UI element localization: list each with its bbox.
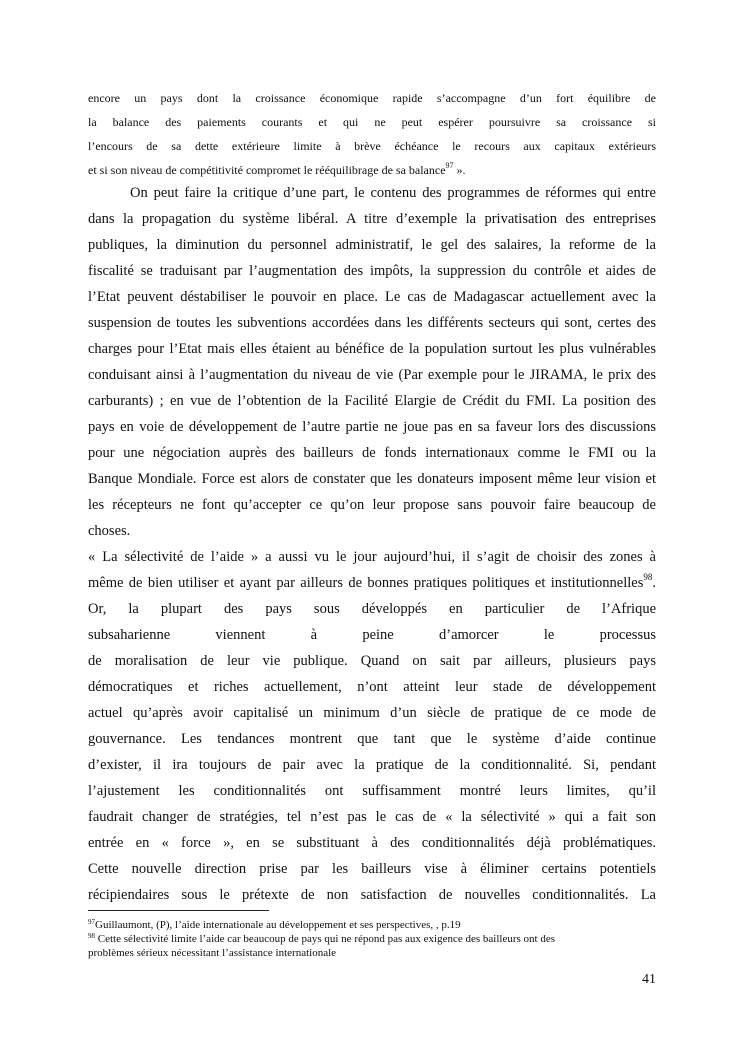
body-text [88,180,656,908]
paragraph-line: « La sélectivité de l’aide » a aussi vu le jour aujourd’hui, il s’agit de choisir des zones à [88,549,656,565]
footnote-97 [88,918,656,932]
paragraph-line: récipiendaires sous le prétexte de non satisfaction de nouvelles conditionnalités. La [88,887,656,903]
paragraph-line: faudrait changer de stratégies, tel n’est pas le cas de « la sélectivité » qui a fait son [88,809,656,825]
paragraph-line: subsaharienne viennent à peine d’amorcer le processus [88,627,656,643]
paragraph-line: d’exister, il ira toujours de pair avec la pratique de la conditionnalité. Si, pendant [88,757,656,773]
footnote-number: 98 [88,932,95,940]
footnote-ref-98[interactable]: 98 [643,572,653,582]
paragraph-line: dans la propagation du système libéral. A titre d’exemple la privatisation des entreprises [88,211,656,227]
footnote-number: 97 [88,918,95,926]
paragraph-line: choses. [88,523,131,539]
footnote-continuation: problèmes sérieux nécessitant l’assistance internationale [88,947,337,959]
footnote-text: Cette sélectivité limite l’aide car beaucoup de pays qui ne répond pas aux exigence des bailleurs ont des [95,933,556,945]
paragraph-line: entrée en « force », en se substituant à des conditionnalités déjà problématiques. [88,835,656,851]
page-number: 41 [642,972,656,987]
paragraph-line: l’ajustement les conditionnalités ont suffisamment montré leurs limites, qu’il [88,783,656,799]
paragraph-line: carburants) ; en vue de l’obtention de la Facilité Elargie de Crédit du FMI. La position des [88,393,656,409]
paragraph-line: l’Etat peuvent déstabiliser le pouvoir en place. Le cas de Madagascar actuellement avec la [88,289,656,305]
paragraph-line: Banque Mondiale. Force est alors de constater que les donateurs imposent même leur vision et [88,471,656,487]
quote-line: et si son niveau de compétitivité compromet le rééquilibrage de sa balance$^{97}$ ». [88,161,466,177]
quote-line: encore un pays dont la croissance économique rapide s’accompagne d’un fort équilibre de [88,91,656,105]
paragraph-line: Cette nouvelle direction prise par les bailleurs vise à éliminer certains potentiels [88,861,656,877]
paragraph-line: On peut faire la critique d’une part, le contenu des programmes de réformes qui entre [130,185,656,201]
paragraph-line: pays en voie de développement de l’autre partie ne joue pas en sa faveur lors des discussions [88,419,656,435]
paragraph-line: actuel qu’après avoir capitalisé un minimum d’un siècle de pratique de ce mode de [88,705,656,721]
quote-line: la balance des paiements courants et qui ne peut espérer poursuivre sa croissance si [88,115,656,129]
paragraph-line: démocratiques et riches actuellement, n’ont atteint leur stade de développement [88,679,656,695]
footnote-divider [88,910,269,911]
paragraph-line: suspension de toutes les subventions accordées dans les différents secteurs qui sont, certes des [88,315,656,331]
paragraph-line: même de bien utiliser et ayant par ailleurs de bonnes pratiques politiques et institutionnelles$^{98}$. [88,572,656,591]
footnotes [88,918,656,960]
paragraph-line: publiques, la diminution du personnel administratif, le gel des salaires, la reforme de la [88,237,656,253]
paragraph-line: fiscalité se traduisant par l’augmentation des impôts, la suppression du contrôle et aides de [88,263,656,279]
paragraph-line: gouvernance. Les tendances montrent que tant que le système d’aide continue [88,731,656,747]
quote-line: l’encours de sa dette extérieure limite à brève échéance le recours aux capitaux extérieurs [88,139,656,153]
paragraph-line: de moralisation de leur vie publique. Quand on sait par ailleurs, plusieurs pays [88,653,656,669]
paragraph-line: pour une négociation auprès des bailleurs de fonds internationaux comme le FMI ou la [88,445,656,461]
quoted-passage [88,86,656,182]
paragraph-line: charges pour l’Etat mais elles étaient au bénéfice de la population surtout les plus vulnérables [88,341,656,357]
paragraph-line: les récepteurs ne font qu’accepter ce qu’on leur propose sans pouvoir faire beaucoup de [88,497,656,513]
paragraph-line: Or, la plupart des pays sous développés en particulier de l’Afrique [88,601,656,617]
footnote-98 [88,932,656,946]
footnote-text: Guillaumont, (P), l’aide internationale au développement et ses perspectives, , p.19 [95,919,461,931]
paragraph-line: conduisant ainsi à l’augmentation du niveau de vie (Par exemple pour le JIRAMA, le prix des [88,367,656,383]
footnote-ref-97[interactable]: 97 [445,161,454,170]
